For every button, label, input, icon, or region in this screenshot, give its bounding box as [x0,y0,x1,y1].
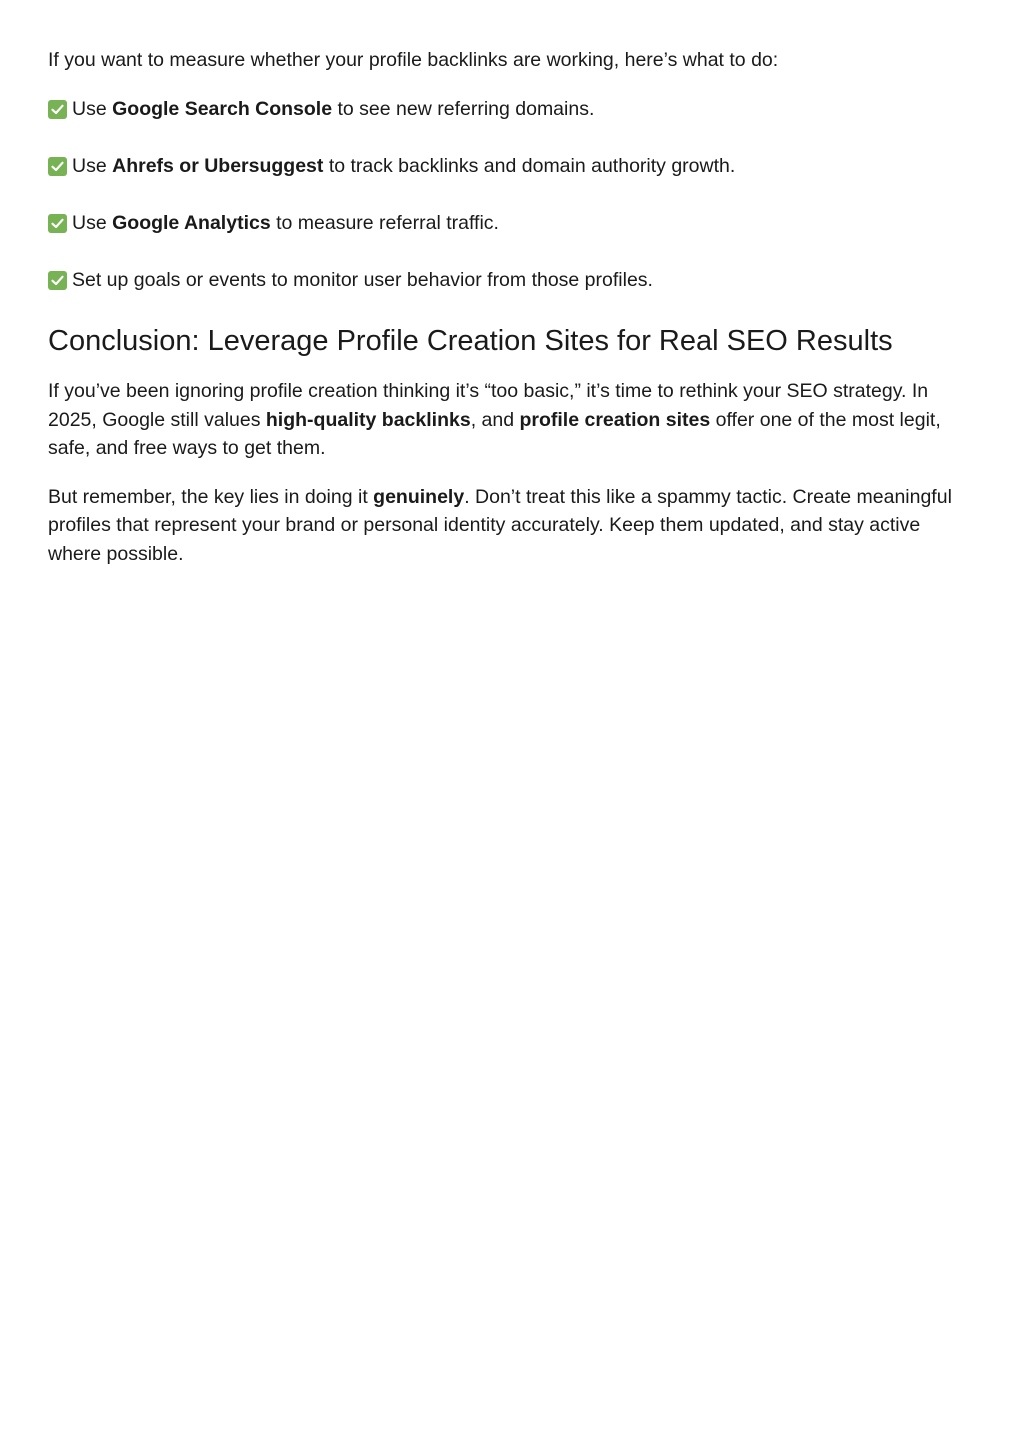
check-mark-button-icon [48,271,67,290]
checklist-item-text: Use Ahrefs or Ubersuggest to track backlinks and domain authority growth. [72,155,736,177]
check-mark-button-icon [48,214,67,233]
section-heading: Conclusion: Leverage Profile Creation Sites for Real SEO Results [48,325,893,357]
checklist-item-analytics [48,209,976,237]
check-mark-button-icon [48,157,67,176]
checklist-item-ahrefs [48,152,976,180]
checklist-item-text: Set up goals or events to monitor user behavior from those profiles. [72,269,653,291]
check-mark-button-icon [48,100,67,119]
checklist-item-text: Use Google Analytics to measure referral traffic. [72,212,499,234]
checklist-item-text: Use Google Search Console to see new referring domains. [72,98,595,120]
intro-text: If you want to measure whether your profile backlinks are working, here’s what to do: [48,49,779,71]
measurement-checklist [48,95,976,294]
conclusion-paragraph-2: But remember, the key lies in doing it genuinely. Don’t treat this like a spammy tactic. Create meaningful profiles that represent your brand or personal identity accurately. Keep them updated, and stay active where possible. [48,485,952,565]
checklist-item-search-console [48,95,976,123]
conclusion-paragraph-1: If you’ve been ignoring profile creation thinking it’s “too basic,” it’s time to rethink your SEO strategy. In 2025, Google still values high-quality backlinks, and profile creation sites offer one of the most legit, safe, and free ways to get them. [48,380,941,459]
checklist-item-goals [48,266,976,294]
